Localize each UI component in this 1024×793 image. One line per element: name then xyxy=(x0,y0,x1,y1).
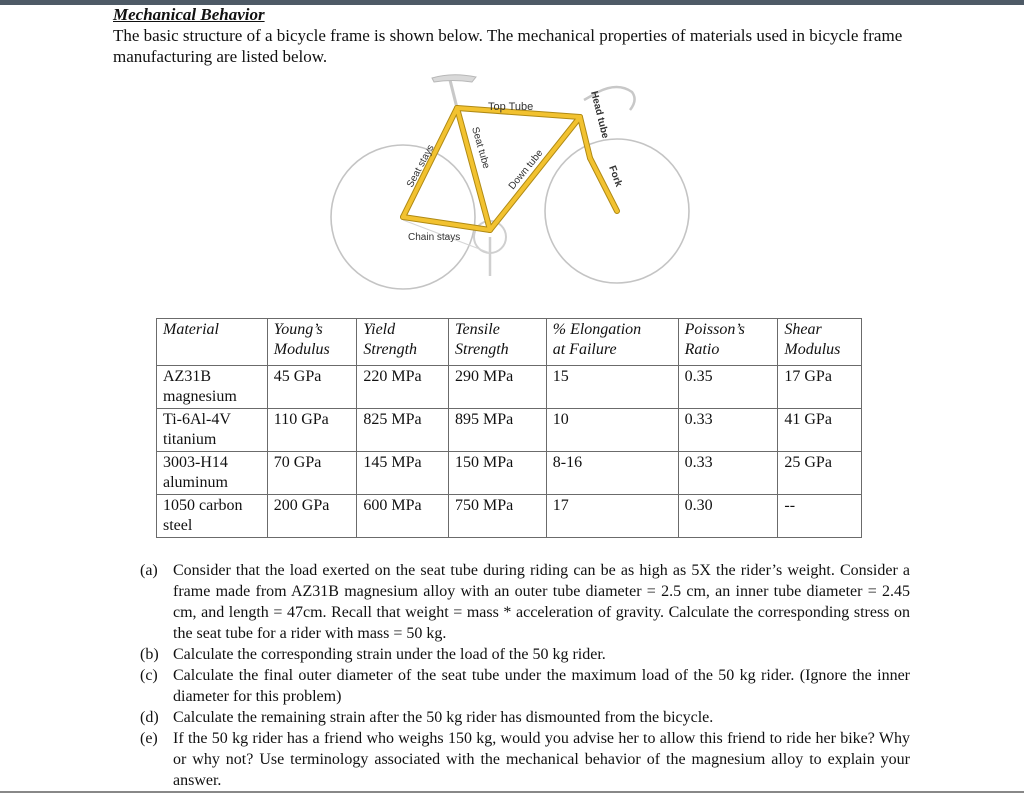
question-text: If the 50 kg rider has a friend who weighs 150 kg, would you advise her to allow this friend to ride her bike? Why or why not? Use terminology associated with the mechanical behavior of the magnesium alloy to explain your answer. xyxy=(173,730,910,789)
question-item xyxy=(140,728,910,791)
cell-yield: 600 MPa xyxy=(357,495,449,538)
question-item xyxy=(140,560,910,644)
bicycle-frame-figure xyxy=(300,70,700,295)
table-row xyxy=(157,366,862,409)
cell-shear: 41 GPa xyxy=(778,409,862,452)
cell-youngs: 70 GPa xyxy=(267,452,357,495)
header-poissons-ratio: Poisson’s Ratio xyxy=(678,319,778,366)
question-text: Calculate the remaining strain after the 50 kg rider has dismounted from the bicycle. xyxy=(173,709,714,726)
question-item xyxy=(140,665,910,707)
cell-shear: 17 GPa xyxy=(778,366,862,409)
label-fork: Fork xyxy=(606,164,624,189)
cell-material: 3003-H14 aluminum xyxy=(157,452,268,495)
cell-tensile: 290 MPa xyxy=(449,366,547,409)
head-tube xyxy=(580,117,590,158)
table-row xyxy=(157,409,862,452)
label-chain-stays: Chain stays xyxy=(408,232,461,243)
cell-shear: -- xyxy=(778,495,862,538)
table-row xyxy=(157,495,862,538)
header-elongation: % Elongation at Failure xyxy=(546,319,678,366)
header-shear-modulus: Shear Modulus xyxy=(778,319,862,366)
cell-elongation: 8-16 xyxy=(546,452,678,495)
cell-poisson: 0.35 xyxy=(678,366,778,409)
chain-stays xyxy=(403,217,490,230)
question-label: (b) xyxy=(140,646,159,663)
cell-material: 1050 carbon steel xyxy=(157,495,268,538)
question-item xyxy=(140,707,910,728)
cell-elongation: 17 xyxy=(546,495,678,538)
question-list xyxy=(140,560,910,791)
question-label: (d) xyxy=(140,709,159,726)
label-top-tube: Top Tube xyxy=(488,101,534,113)
cell-poisson: 0.33 xyxy=(678,452,778,495)
cell-youngs: 110 GPa xyxy=(267,409,357,452)
saddle xyxy=(432,75,476,82)
cell-elongation: 15 xyxy=(546,366,678,409)
cell-yield: 220 MPa xyxy=(357,366,449,409)
header-tensile-strength: Tensile Strength xyxy=(449,319,547,366)
cell-youngs: 45 GPa xyxy=(267,366,357,409)
question-label: (a) xyxy=(140,562,158,579)
table-row xyxy=(157,452,862,495)
cell-tensile: 895 MPa xyxy=(449,409,547,452)
down-tube xyxy=(490,117,580,230)
cell-poisson: 0.30 xyxy=(678,495,778,538)
page-heading: Mechanical Behavior xyxy=(113,5,265,24)
question-text: Calculate the corresponding strain under the load of the 50 kg rider. xyxy=(173,646,606,663)
cell-poisson: 0.33 xyxy=(678,409,778,452)
cell-tensile: 750 MPa xyxy=(449,495,547,538)
header-youngs-modulus: Young’s Modulus xyxy=(267,319,357,366)
question-item xyxy=(140,644,910,665)
seat-tube xyxy=(457,108,490,230)
label-seat-stays: Seat stays xyxy=(404,143,437,190)
cell-yield: 145 MPa xyxy=(357,452,449,495)
label-seat-tube: Seat tube xyxy=(469,125,492,170)
header-material: Material xyxy=(157,319,268,366)
header-yield-strength: Yield Strength xyxy=(357,319,449,366)
cell-material: AZ31B magnesium xyxy=(157,366,268,409)
table-header-row xyxy=(157,319,862,366)
question-text: Consider that the load exerted on the seat tube during riding can be as high as 5X the rider’s weight. Consider a frame made from AZ31B magnesium alloy with an outer tube diameter = 2.5 cm, an inner tube diameter = 2.45 cm, and length = 47cm. Recall that weight = mass * acceleration of gravity. Calculate the corresponding stress on the seat tube for a rider with mass = 50 kg. xyxy=(173,562,910,642)
label-down-tube: Down tube xyxy=(506,147,546,192)
cell-youngs: 200 GPa xyxy=(267,495,357,538)
question-text: Calculate the final outer diameter of the seat tube under the maximum load of the 50 kg rider. (Ignore the inner diameter for this problem) xyxy=(173,667,910,705)
question-label: (e) xyxy=(140,730,158,747)
cell-elongation: 10 xyxy=(546,409,678,452)
intro-paragraph: The basic structure of a bicycle frame is shown below. The mechanical properties of materials used in bicycle frame manufacturing are listed below. xyxy=(113,26,903,66)
cell-material: Ti-6Al-4V titanium xyxy=(157,409,268,452)
cell-tensile: 150 MPa xyxy=(449,452,547,495)
cell-yield: 825 MPa xyxy=(357,409,449,452)
materials-properties-table xyxy=(156,318,862,538)
label-head-tube: Head tube xyxy=(588,90,611,140)
seat-post xyxy=(450,80,457,108)
cell-shear: 25 GPa xyxy=(778,452,862,495)
question-label: (c) xyxy=(140,667,158,684)
